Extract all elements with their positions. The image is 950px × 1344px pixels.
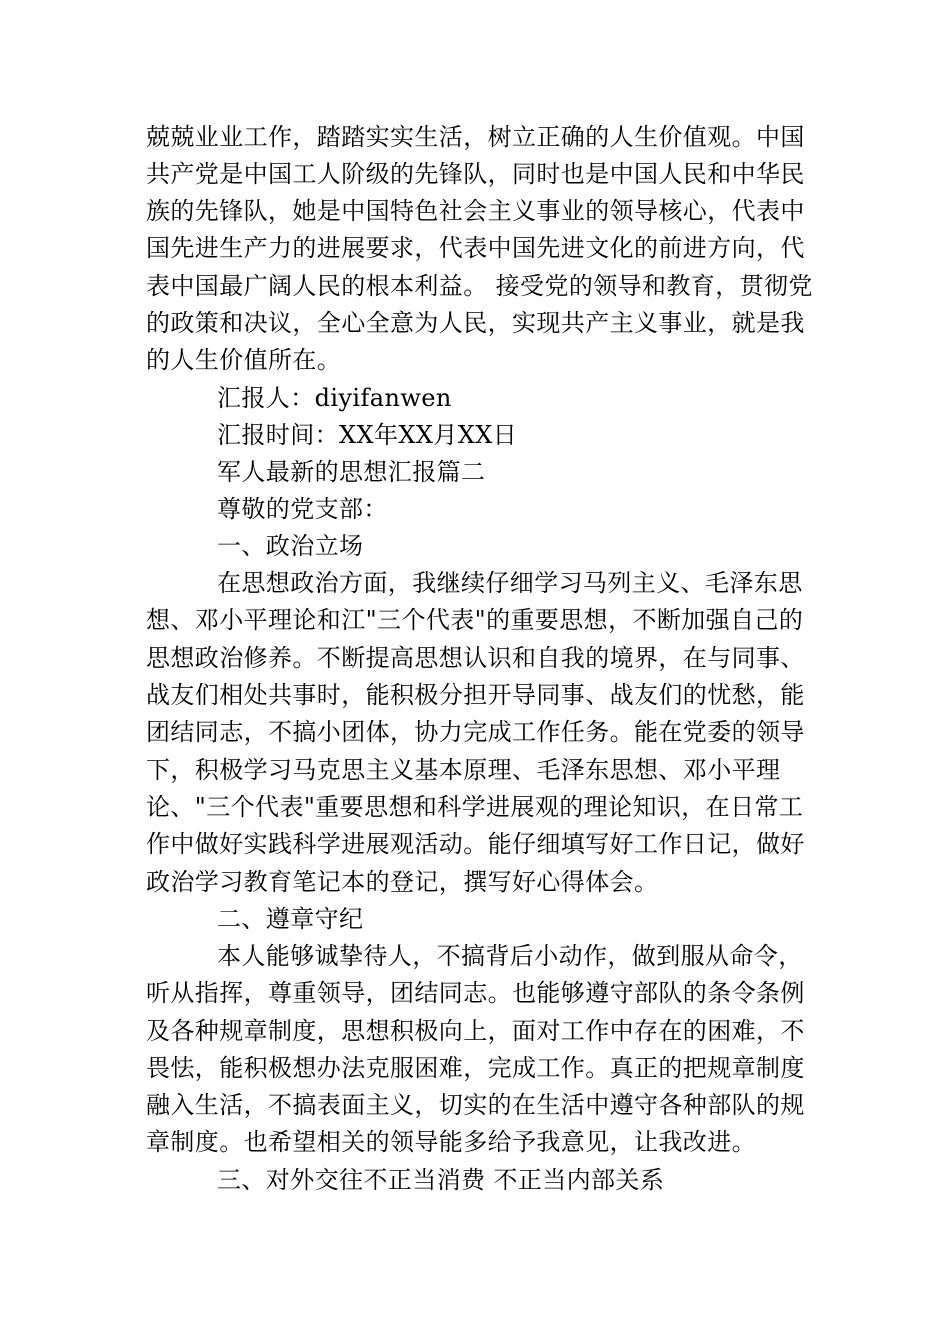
text-line: 的人生价值所在。 xyxy=(146,346,342,374)
text-line: 畏怯，能积极想办法克服困难，完成工作。真正的把规章制度 xyxy=(146,1054,805,1082)
text-line: 兢兢业业工作，踏踏实实生活，树立正确的人生价值观。中国 xyxy=(146,123,805,151)
text-line: 及各种规章制度，思想积极向上，面对工作中存在的困难，不 xyxy=(146,1017,805,1045)
text-line: 下，积极学习马克思主义基本原理、毛泽东思想、邓小平理 xyxy=(146,756,781,784)
text-line: 团结同志，不搞小团体，协力完成工作任务。能在党委的领导 xyxy=(146,718,805,746)
text-line: 的政策和决议，全心全意为人民，实现共产主义事业，就是我 xyxy=(146,309,805,337)
reporter-line: 汇报人：diyifanwen xyxy=(217,384,452,412)
section-title: 军人最新的思想汇报篇二 xyxy=(217,458,486,486)
text-line: 作中做好实践科学进展观活动。能仔细填写好工作日记，做好 xyxy=(146,830,805,858)
text-line: 战友们相处共事时，能积极分担开导同事、战友们的忧愁，能 xyxy=(146,681,805,709)
text-line: 表中国最广阔人民的根本利益。 接受党的领导和教育，贯彻党 xyxy=(146,272,813,300)
text-line: 论、"三个代表"重要思想和科学进展观的理论知识，在日常工 xyxy=(146,793,804,821)
report-date-line: 汇报时间：XX年XX月XX日 xyxy=(217,421,518,449)
text-line: 政治学习教育笔记本的登记，撰写好心得体会。 xyxy=(146,868,659,896)
text-line: 本人能够诚挚待人，不搞背后小动作，做到服从命令， xyxy=(217,942,803,970)
text-line: 国先进生产力的进展要求，代表中国先进文化的前进方向，代 xyxy=(146,234,805,262)
text-line: 共产党是中国工人阶级的先锋队，同时也是中国人民和中华民 xyxy=(146,160,805,188)
heading-discipline: 二、遵章守纪 xyxy=(217,905,364,933)
text-line: 族的先锋队，她是中国特色社会主义事业的领导核心，代表中 xyxy=(146,197,805,225)
text-line: 想、邓小平理论和江"三个代表"的重要思想，不断加强自己的 xyxy=(146,606,804,634)
text-line: 在思想政治方面，我继续仔细学习马列主义、毛泽东思 xyxy=(217,569,803,597)
salutation: 尊敬的党支部： xyxy=(217,495,388,523)
heading-external-relations: 三、对外交往不正当消费 不正当内部关系 xyxy=(217,1166,665,1194)
heading-political-stance: 一、政治立场 xyxy=(217,532,364,560)
text-line: 章制度。也希望相关的领导能多给予我意见，让我改进。 xyxy=(146,1128,756,1156)
text-line: 融入生活，不搞表面主义，切实的在生活中遵守各种部队的规 xyxy=(146,1091,805,1119)
text-line: 思想政治修养。不断提高思想认识和自我的境界，在与同事、 xyxy=(146,644,805,672)
text-line: 听从指挥，尊重领导，团结同志。也能够遵守部队的条令条例 xyxy=(146,979,805,1007)
